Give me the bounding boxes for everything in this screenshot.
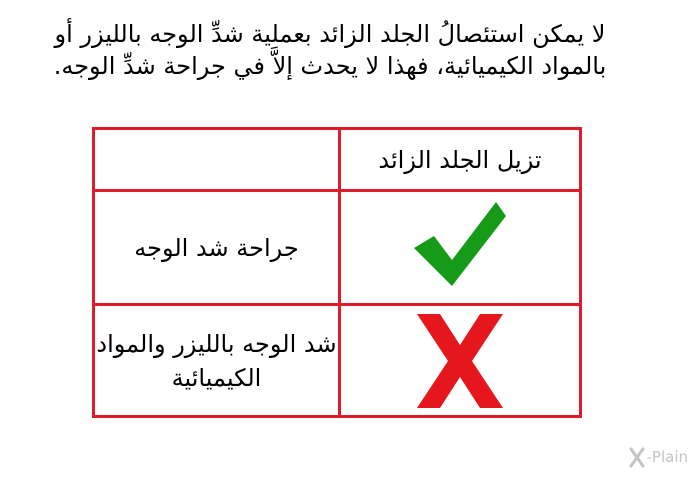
row-label-surgical-facelift: جراحة شد الوجه	[134, 233, 299, 262]
x-icon	[417, 314, 503, 408]
cross-mark-cell	[341, 306, 579, 415]
x-plain-logo: -Plain	[628, 446, 689, 468]
comparison-table	[92, 127, 582, 418]
row-label-laser-chemical: شد الوجه بالليزر والمواد الكيميائية	[96, 329, 337, 392]
check-mark-cell	[341, 192, 579, 303]
intro-text: لا يمكن استئصالُ الجلد الزائد بعملية شدِّ الوجه بالليزر أو بالمواد الكيميائية، فهذا لا يحدث إلاَّ في جراحة شدِّ الوجه.	[53, 20, 607, 80]
x-plain-logo-mark	[628, 446, 646, 468]
check-icon	[412, 200, 508, 296]
table-header: تزيل الجلد الزائد	[378, 145, 542, 174]
